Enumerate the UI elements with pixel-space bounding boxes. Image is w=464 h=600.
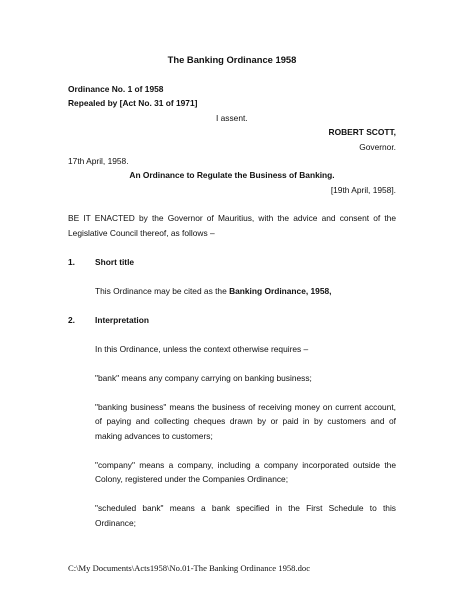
- short-title-text: [95, 286, 331, 297]
- footer-file-path: C:\My Documents\Acts1958\No.01-The Banking Ordinance 1958.doc: [68, 563, 311, 573]
- definition-line: of paying and collecting cheques drawn by or paid in by customers and of: [95, 416, 396, 426]
- short-title-prefix: This Ordinance may be cited as the: [95, 286, 230, 296]
- definition-line: making advances to customers;: [95, 431, 213, 441]
- section-number: 1.: [68, 257, 75, 267]
- commencement-date: [19th April, 1958].: [330, 185, 396, 195]
- document-title: The Banking Ordinance 1958: [167, 54, 297, 65]
- definition-line: "company" means a company, including a company incorporated outside the: [95, 460, 396, 470]
- short-title-name: Banking Ordinance, 1958,: [229, 286, 332, 296]
- section-heading: Short title: [95, 257, 135, 267]
- definition-line: "banking business" means the business of receiving money on current account,: [95, 402, 396, 412]
- ordinance-date: 17th April, 1958.: [68, 156, 129, 166]
- definition-line: Ordinance;: [95, 518, 136, 528]
- signatory-title: Governor.: [359, 142, 396, 152]
- ordinance-number: Ordinance No. 1 of 1958: [68, 84, 164, 94]
- definition-line: "scheduled bank" means a bank specified in the First Schedule to this: [95, 503, 396, 513]
- long-title: An Ordinance to Regulate the Business of Banking.: [129, 170, 335, 180]
- assent-text: I assent.: [216, 113, 248, 123]
- section-number: 2.: [68, 315, 75, 325]
- interpretation-intro: In this Ordinance, unless the context otherwise requires –: [95, 344, 309, 354]
- signatory-name: ROBERT SCOTT,: [328, 127, 396, 137]
- section-heading: Interpretation: [95, 315, 149, 325]
- definition-line: Colony, registered under the Companies Ordinance;: [95, 474, 289, 484]
- enacting-clause-line: BE IT ENACTED by the Governor of Mauritius, with the advice and consent of the: [68, 213, 396, 223]
- definition-line: "bank" means any company carrying on banking business;: [95, 373, 312, 383]
- enacting-clause-line: Legislative Council thereof, as follows –: [68, 228, 215, 238]
- repealed-by: Repealed by [Act No. 31 of 1971]: [68, 98, 198, 108]
